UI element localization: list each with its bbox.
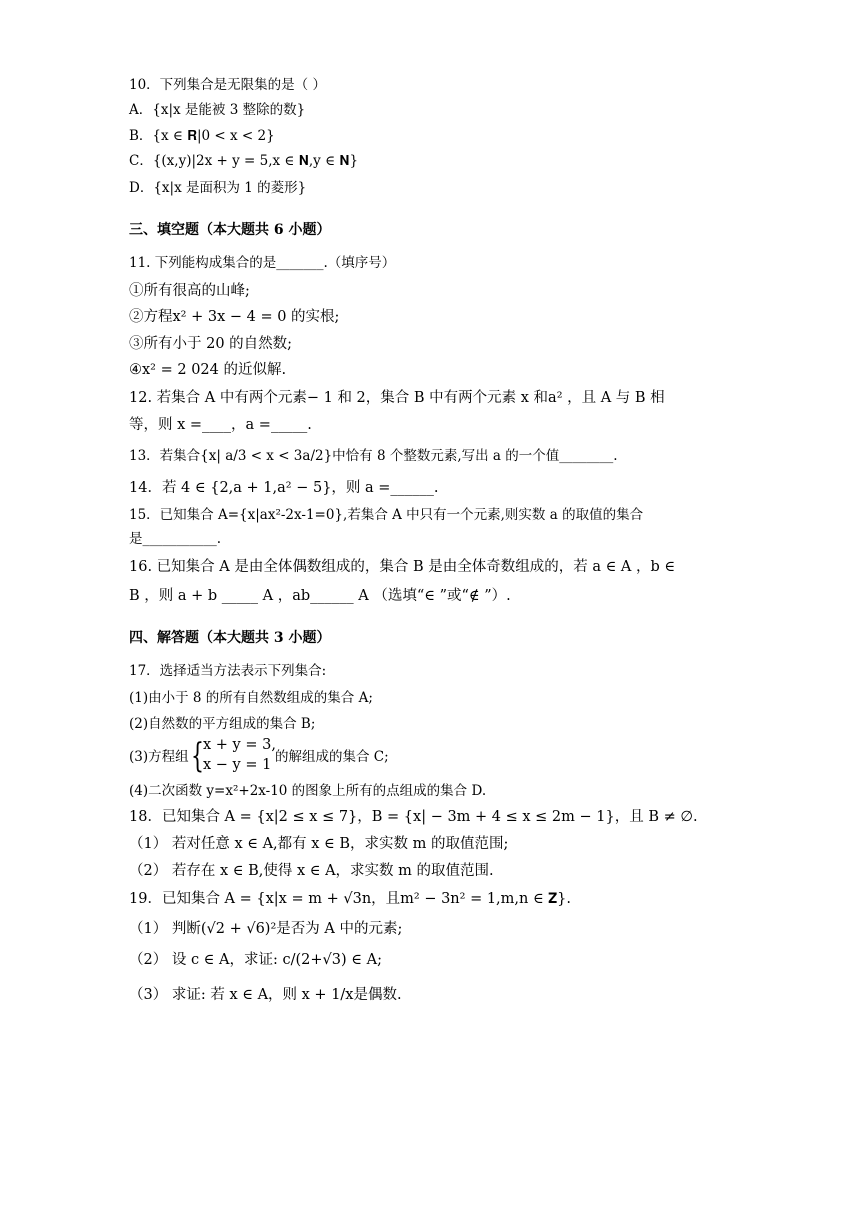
q16-line-1: 16. 已知集合 A 是由全体偶数组成的，集合 B 是由全体奇数组成的，若 a ∈ A ，b ∈ <box>129 559 676 575</box>
q13-line: 13．若集合{x| a/3 < x < 3a/2}中恰有 8 个整数元素,写出 a 的一个值________. <box>129 448 618 464</box>
q17-system-eq-1: x + y = 3, <box>203 737 276 753</box>
q17-part-4: (4)二次函数 y=x²+2x-10 的图象上所有的点组成的集合 D. <box>129 783 487 799</box>
q15-line-1: 15．已知集合 A={x|ax²-2x-1=0},若集合 A 中只有一个元素,则实数 a 的取值的集合 <box>129 507 644 523</box>
q10-option-c: C．{(x,y)|2x + y = 5,x ∈ 𝐍,y ∈ 𝐍} <box>129 153 359 169</box>
q10-option-a: A．{x|x 是能被 3 整除的数} <box>129 102 306 118</box>
q17-part-3-prefix: (3)方程组 <box>129 749 189 765</box>
q19-part-3: （3） 求证: 若 x ∈ A，则 x + 1/x是偶数. <box>129 987 402 1003</box>
q18-stem: 18．已知集合 A = {x|2 ≤ x ≤ 7}，B = {x| − 3m + 4 ≤ x ≤ 2m − 1}，且 B ≠ ∅. <box>129 809 698 825</box>
q10-option-d: D．{x|x 是面积为 1 的菱形} <box>129 180 307 196</box>
q11-option-3: ③所有小于 20 的自然数; <box>129 336 293 352</box>
q17-part-3-suffix: 的解组成的集合 C; <box>275 749 389 765</box>
q19-part-2: （2） 设 c ∈ A，求证: c/(2+√3) ∈ A; <box>129 952 382 968</box>
q17-system-brace: { <box>191 736 204 776</box>
q10-option-b: B．{x ∈ 𝐑|0 < x < 2} <box>129 128 275 144</box>
q17-part-2: (2)自然数的平方组成的集合 B; <box>129 716 316 732</box>
q17-part-1: (1)由小于 8 的所有自然数组成的集合 A; <box>129 690 373 706</box>
q19-stem: 19．已知集合 A = {x|x = m + √3n，且m² − 3n² = 1,m,n ∈ 𝐙}. <box>129 891 571 907</box>
q14-line: 14．若 4 ∈ {2,a + 1,a² − 5}，则 a =______. <box>129 480 439 496</box>
q18-part-2: （2） 若存在 x ∈ B,使得 x ∈ A，求实数 m 的取值范围. <box>129 863 494 879</box>
q12-line-1: 12. 若集合 A 中有两个元素− 1 和 2，集合 B 中有两个元素 x 和a² ，且 A 与 B 相 <box>129 390 665 406</box>
q12-line-2: 等，则 x =____，a =_____. <box>129 417 312 433</box>
q15-line-2: 是___________. <box>129 531 222 547</box>
section3-heading: 三、填空题（本大题共 6 小题） <box>129 222 331 238</box>
section4-heading: 四、解答题（本大题共 3 小题） <box>129 630 331 646</box>
q11-option-2: ②方程x² + 3x − 4 = 0 的实根; <box>129 309 340 325</box>
q17-part-3 <box>129 748 189 766</box>
q11-stem: 11. 下列能构成集合的是_______.（填序号） <box>129 255 396 271</box>
q17-system-eq-2: x − y = 1 <box>203 757 272 773</box>
q11-option-1: ①所有很高的山峰; <box>129 283 250 299</box>
q16-line-2: B ，则 a + b _____ A ，ab______ A （选填“∈ ”或“∉ ”）. <box>129 588 511 604</box>
q11-option-4: ④x² = 2 024 的近似解. <box>129 362 287 378</box>
q10-stem: 10．下列集合是无限集的是（ ） <box>129 77 326 93</box>
q18-part-1: （1） 若对任意 x ∈ A,都有 x ∈ B，求实数 m 的取值范围; <box>129 836 509 852</box>
q19-part-1: （1） 判断(√2 + √6)²是否为 A 中的元素; <box>129 921 403 937</box>
q17-stem: 17．选择适当方法表示下列集合: <box>129 663 327 679</box>
